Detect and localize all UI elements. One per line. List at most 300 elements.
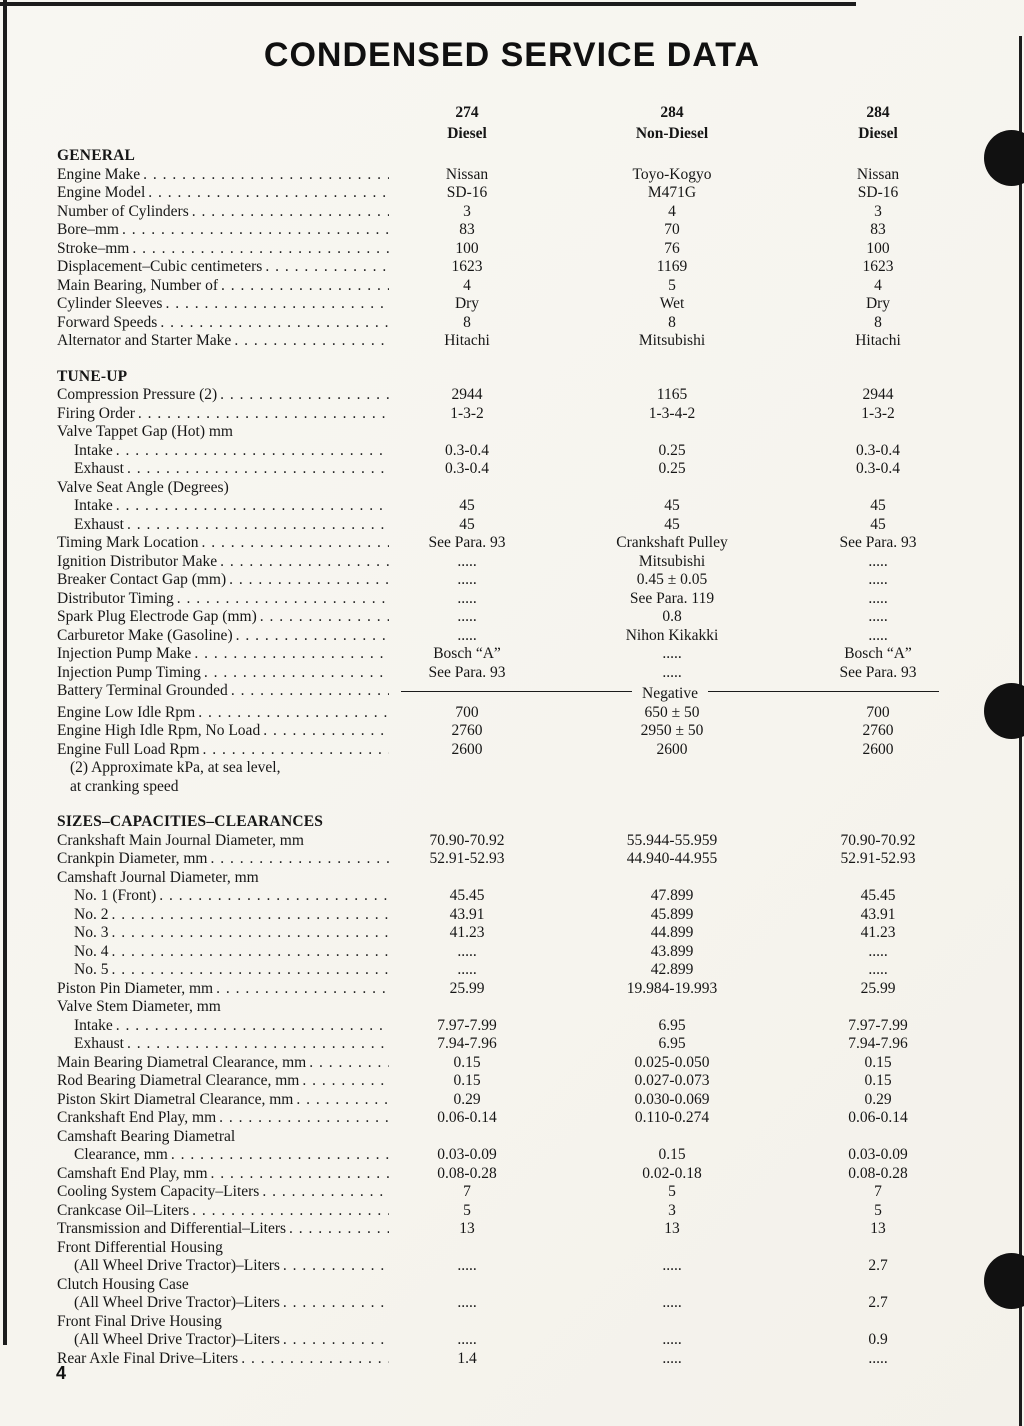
row-label: Injection Pump Make bbox=[57, 645, 192, 662]
table-row bbox=[57, 258, 994, 277]
cell-value: Bosch “A” bbox=[844, 645, 912, 662]
row-label: Camshaft Journal Diameter, mm bbox=[57, 868, 259, 886]
cell-value: 700 bbox=[455, 703, 479, 721]
dot-leader bbox=[165, 295, 389, 314]
cell-value: 0.3-0.4 bbox=[856, 460, 900, 477]
rule-line bbox=[708, 691, 939, 692]
cell-value: 1623 bbox=[862, 258, 894, 275]
row-label-cell bbox=[57, 645, 397, 664]
row-label-cell bbox=[57, 314, 397, 333]
table-row bbox=[57, 423, 994, 442]
table-row bbox=[57, 850, 994, 869]
row-label-cell bbox=[57, 627, 397, 646]
row-label-cell bbox=[57, 1350, 397, 1369]
cell-value: 3 bbox=[874, 202, 882, 220]
cell-value: 45 bbox=[459, 515, 475, 533]
table-row bbox=[57, 442, 994, 461]
dot-leader bbox=[138, 405, 389, 424]
cell-value: Bosch “A” bbox=[433, 645, 501, 662]
table-row bbox=[57, 943, 994, 962]
table-row bbox=[57, 1091, 994, 1110]
cell-value: 7.97-7.99 bbox=[848, 1016, 908, 1034]
dot-leader bbox=[283, 1294, 389, 1313]
cell-value: 7 bbox=[463, 1183, 471, 1201]
table-row bbox=[57, 608, 994, 627]
row-label: Exhaust bbox=[74, 460, 124, 477]
row-label: Displacement–Cubic centimeters bbox=[57, 258, 263, 275]
row-label: Main Bearing Diametral Clearance, mm bbox=[57, 1053, 307, 1071]
cell-value: 8 bbox=[668, 313, 676, 331]
cell-value: 45.45 bbox=[860, 887, 896, 905]
table-row bbox=[57, 741, 994, 760]
row-label-cell bbox=[57, 682, 397, 701]
cell-value: 0.3-0.4 bbox=[856, 441, 900, 459]
row-label: Valve Tappet Gap (Hot) mm bbox=[57, 423, 233, 440]
cell-value: 0.45 ± 0.05 bbox=[636, 571, 708, 588]
row-label-cell bbox=[57, 1220, 397, 1239]
row-label-cell bbox=[57, 1276, 397, 1295]
cell-value: Hitachi bbox=[855, 332, 901, 349]
page-number: 4 bbox=[56, 1363, 67, 1383]
table-row bbox=[57, 1257, 994, 1276]
cell-value: 47.899 bbox=[650, 887, 694, 905]
cell-value: ..... bbox=[662, 1294, 682, 1312]
column-fuel: Diesel bbox=[858, 124, 898, 142]
cell-value: 100 bbox=[866, 239, 890, 257]
dot-leader bbox=[122, 221, 389, 240]
cell-value: 8 bbox=[874, 313, 882, 331]
row-label: Firing Order bbox=[57, 404, 135, 422]
footnote-line: (2) Approximate kPa, at sea level, bbox=[70, 759, 281, 777]
service-data-table bbox=[0, 103, 1024, 1368]
table-row bbox=[57, 203, 994, 222]
cell-value: 0.110-0.274 bbox=[634, 1109, 710, 1127]
table-row bbox=[57, 627, 994, 646]
row-label: Cooling System Capacity–Liters bbox=[57, 1183, 260, 1201]
table-row bbox=[57, 405, 994, 424]
cell-value: Nissan bbox=[856, 165, 900, 183]
cell-value: 41.23 bbox=[860, 924, 896, 942]
cell-value: ..... bbox=[457, 608, 477, 625]
row-label-cell bbox=[57, 590, 397, 609]
table-row bbox=[57, 759, 994, 796]
cell-value: See Para. 93 bbox=[428, 663, 506, 681]
cell-value: 4 bbox=[874, 276, 882, 294]
row-label: No. 5 bbox=[74, 961, 109, 979]
row-label-cell bbox=[57, 887, 397, 906]
table-sections bbox=[57, 147, 994, 1368]
cell-value: 2600 bbox=[862, 740, 894, 758]
cell-value: 2.7 bbox=[868, 1294, 888, 1312]
column-model: 274 bbox=[455, 104, 479, 121]
column-header-274-diesel bbox=[397, 103, 537, 144]
cell-value: 1169 bbox=[656, 258, 688, 275]
cell-value: 0.15 bbox=[453, 1072, 481, 1090]
grounded-value bbox=[397, 685, 949, 704]
cell-value: 0.3-0.4 bbox=[445, 460, 489, 477]
cell-value: 2950 ± 50 bbox=[640, 722, 704, 740]
row-label-cell bbox=[57, 924, 397, 943]
table-row bbox=[57, 1202, 994, 1221]
cell-value: 0.08-0.28 bbox=[437, 1164, 497, 1182]
row-label: Crankshaft Main Journal Diameter, mm bbox=[57, 831, 304, 849]
row-label-cell bbox=[57, 869, 397, 888]
table-row bbox=[57, 1128, 994, 1147]
column-headers bbox=[57, 103, 994, 144]
row-label: Intake bbox=[74, 497, 113, 514]
row-label-cell bbox=[57, 534, 397, 553]
row-label-cell bbox=[57, 571, 397, 590]
row-label: Crankshaft End Play, mm bbox=[57, 1109, 217, 1127]
table-row bbox=[57, 1331, 994, 1350]
dot-leader bbox=[210, 850, 389, 869]
cell-value: 1-3-2 bbox=[450, 404, 484, 422]
row-label: Timing Mark Location bbox=[57, 534, 199, 551]
table-row bbox=[57, 832, 994, 851]
cell-value: ..... bbox=[457, 1294, 477, 1312]
cell-value: 7.94-7.96 bbox=[848, 1035, 908, 1053]
cell-value: 0.025-0.050 bbox=[634, 1053, 710, 1071]
dot-leader bbox=[234, 332, 389, 351]
cell-value: ..... bbox=[662, 645, 682, 662]
row-label-cell bbox=[57, 479, 397, 498]
row-label: No. 2 bbox=[74, 905, 109, 923]
cell-value: 0.02-0.18 bbox=[642, 1164, 702, 1182]
table-row bbox=[57, 1294, 994, 1313]
row-label: Main Bearing, Number of bbox=[57, 276, 218, 294]
dot-leader bbox=[192, 1202, 389, 1221]
row-label: Ignition Distributor Make bbox=[57, 552, 218, 570]
dot-leader bbox=[127, 1035, 389, 1054]
row-label: Exhaust bbox=[74, 515, 124, 533]
cell-value: See Para. 119 bbox=[629, 589, 715, 607]
cell-value: 0.08-0.28 bbox=[848, 1164, 908, 1182]
page-border-top bbox=[0, 2, 856, 6]
row-label-cell bbox=[57, 961, 397, 980]
cell-value: 55.944-55.959 bbox=[626, 831, 718, 849]
row-label-cell bbox=[57, 1072, 397, 1091]
row-label: Engine High Idle Rpm, No Load bbox=[57, 722, 261, 740]
cell-value: 19.984-19.993 bbox=[626, 979, 718, 997]
row-label: (All Wheel Drive Tractor)–Liters bbox=[74, 1257, 280, 1275]
cell-value: ..... bbox=[457, 626, 477, 644]
row-label: Intake bbox=[74, 1016, 113, 1034]
cell-value: 0.03-0.09 bbox=[437, 1146, 497, 1164]
cell-value: ..... bbox=[662, 663, 682, 681]
page-title: CONDENSED SERVICE DATA bbox=[263, 36, 761, 74]
section-heading: SIZES–CAPACITIES–CLEARANCES bbox=[57, 813, 324, 831]
dot-leader bbox=[111, 961, 389, 980]
cell-value: ..... bbox=[868, 571, 888, 588]
row-label: Number of Cylinders bbox=[57, 202, 189, 220]
table-row bbox=[57, 221, 994, 240]
cell-value: 0.3-0.4 bbox=[445, 441, 489, 459]
table-row bbox=[57, 479, 994, 498]
cell-value: Nissan bbox=[445, 165, 489, 183]
table-row bbox=[57, 497, 994, 516]
page-border-left bbox=[3, 0, 7, 1345]
cell-value: 0.15 bbox=[658, 1146, 686, 1164]
cell-value: 45.899 bbox=[650, 905, 694, 923]
cell-value: SD-16 bbox=[446, 184, 488, 201]
cell-value: 2760 bbox=[862, 722, 894, 740]
row-label-cell bbox=[57, 221, 397, 240]
dot-leader bbox=[171, 1146, 389, 1165]
dot-leader bbox=[220, 553, 389, 572]
cell-value: Dry bbox=[454, 295, 480, 312]
dot-leader bbox=[160, 314, 389, 333]
row-label: Engine Low Idle Rpm bbox=[57, 703, 196, 721]
cell-value: 52.91-52.93 bbox=[429, 850, 505, 868]
dot-leader bbox=[302, 1072, 389, 1091]
cell-value: 1165 bbox=[656, 386, 688, 403]
row-label: Breaker Contact Gap (mm) bbox=[57, 571, 227, 588]
row-label: Valve Seat Angle (Degrees) bbox=[57, 478, 229, 496]
cell-value: 0.15 bbox=[864, 1053, 892, 1071]
cell-value: 70.90-70.92 bbox=[429, 831, 505, 849]
table-row bbox=[57, 277, 994, 296]
row-label: Transmission and Differential–Liters bbox=[57, 1220, 287, 1238]
dot-leader bbox=[283, 1257, 389, 1276]
cell-value: 0.15 bbox=[453, 1053, 481, 1071]
table-row bbox=[57, 664, 994, 683]
table-row bbox=[57, 516, 994, 535]
cell-value: 0.06-0.14 bbox=[437, 1109, 497, 1127]
rule-line bbox=[401, 691, 632, 692]
dot-leader bbox=[159, 887, 389, 906]
row-label-cell bbox=[57, 722, 397, 741]
row-label: Compression Pressure (2) bbox=[57, 386, 218, 403]
cell-value: 76 bbox=[664, 239, 680, 257]
cell-value: ..... bbox=[457, 961, 477, 979]
dot-leader bbox=[116, 497, 389, 516]
row-label-cell bbox=[57, 664, 397, 683]
row-label-cell bbox=[57, 497, 397, 516]
cell-value: 5 bbox=[463, 1201, 471, 1219]
dot-leader bbox=[127, 516, 389, 535]
row-label-cell bbox=[57, 516, 397, 535]
cell-value: 25.99 bbox=[449, 979, 485, 997]
table-row bbox=[57, 645, 994, 664]
row-label: Crankcase Oil–Liters bbox=[57, 1201, 190, 1219]
cell-value: See Para. 93 bbox=[839, 663, 917, 681]
table-row bbox=[57, 553, 994, 572]
row-label-cell bbox=[57, 442, 397, 461]
dot-leader bbox=[260, 608, 389, 627]
table-row bbox=[57, 869, 994, 888]
cell-value: 0.030-0.069 bbox=[634, 1090, 710, 1108]
row-label: Front Differential Housing bbox=[57, 1238, 223, 1256]
cell-value: Negative bbox=[642, 685, 698, 703]
dot-leader bbox=[236, 627, 389, 646]
dot-leader bbox=[211, 1165, 389, 1184]
table-row bbox=[57, 980, 994, 999]
cell-value: 70.90-70.92 bbox=[840, 831, 916, 849]
table-row bbox=[57, 924, 994, 943]
cell-value: See Para. 93 bbox=[428, 534, 506, 551]
row-label: Piston Skirt Diametral Clearance, mm bbox=[57, 1090, 294, 1108]
row-label-cell bbox=[57, 1035, 397, 1054]
table-row bbox=[57, 1350, 994, 1369]
cell-value: 42.899 bbox=[650, 961, 694, 979]
row-label-cell bbox=[57, 1313, 397, 1332]
cell-value: 0.027-0.073 bbox=[634, 1072, 710, 1090]
dot-leader bbox=[116, 1017, 389, 1036]
table-row bbox=[57, 460, 994, 479]
row-label: Forward Speeds bbox=[57, 313, 158, 331]
section-heading: GENERAL bbox=[57, 147, 136, 164]
dot-leader bbox=[127, 460, 389, 479]
cell-value: 0.9 bbox=[868, 1331, 888, 1349]
table-row bbox=[57, 1109, 994, 1128]
row-label-cell bbox=[57, 850, 397, 869]
table-row bbox=[57, 1276, 994, 1295]
dot-leader bbox=[241, 1350, 389, 1369]
column-fuel: Non-Diesel bbox=[635, 124, 709, 142]
table-row bbox=[57, 1220, 994, 1239]
cell-value: 13 bbox=[664, 1220, 680, 1238]
row-label-cell bbox=[57, 1294, 397, 1313]
row-label-cell bbox=[57, 1054, 397, 1073]
cell-value: 6.95 bbox=[658, 1035, 686, 1053]
table-row bbox=[57, 240, 994, 259]
row-label-cell bbox=[57, 704, 397, 723]
row-label: Rear Axle Final Drive–Liters bbox=[57, 1349, 239, 1367]
cell-value: Crankshaft Pulley bbox=[616, 534, 728, 551]
cell-value: 1623 bbox=[451, 258, 483, 275]
cell-value: ..... bbox=[457, 552, 477, 570]
row-label-cell bbox=[57, 1146, 397, 1165]
cell-value: 44.940-44.955 bbox=[626, 850, 718, 868]
table-row bbox=[57, 704, 994, 723]
cell-value: 3 bbox=[463, 202, 471, 220]
cell-value: Nihon Kikakki bbox=[625, 626, 719, 644]
cell-value: 52.91-52.93 bbox=[840, 850, 916, 868]
dot-leader bbox=[177, 590, 389, 609]
row-label: Engine Model bbox=[57, 184, 146, 201]
cell-value: 0.03-0.09 bbox=[848, 1146, 908, 1164]
cell-value: 45 bbox=[664, 497, 680, 514]
cell-value: See Para. 93 bbox=[839, 534, 917, 551]
cell-value: 2.7 bbox=[868, 1257, 888, 1275]
cell-value: ..... bbox=[868, 589, 888, 607]
row-label: Alternator and Starter Make bbox=[57, 332, 232, 349]
table-section bbox=[57, 813, 994, 1368]
row-label-cell bbox=[57, 608, 397, 627]
table-section bbox=[57, 147, 994, 351]
cell-value: 650 ± 50 bbox=[644, 703, 700, 721]
dot-leader bbox=[111, 943, 389, 962]
row-label-cell bbox=[57, 1091, 397, 1110]
row-label-cell bbox=[57, 295, 397, 314]
dot-leader bbox=[263, 722, 389, 741]
dot-leader bbox=[296, 1091, 389, 1110]
cell-value: 1-3-2 bbox=[861, 404, 895, 422]
row-label-cell bbox=[57, 423, 397, 442]
cell-value: 13 bbox=[459, 1220, 475, 1238]
cell-value: 4 bbox=[668, 202, 676, 220]
row-label: Engine Full Load Rpm bbox=[57, 740, 200, 758]
column-fuel: Diesel bbox=[447, 124, 487, 142]
cell-value: Hitachi bbox=[444, 332, 490, 349]
cell-value: 13 bbox=[870, 1220, 886, 1238]
cell-value: Wet bbox=[659, 295, 685, 312]
footnote-line: at cranking speed bbox=[70, 777, 179, 795]
cell-value: Dry bbox=[865, 295, 891, 312]
cell-value: ..... bbox=[662, 1331, 682, 1349]
row-label: Clutch Housing Case bbox=[57, 1275, 189, 1293]
table-row bbox=[57, 1239, 994, 1258]
cell-value: 6.95 bbox=[658, 1016, 686, 1034]
cell-value: 1.4 bbox=[457, 1349, 477, 1367]
row-label: Rod Bearing Diametral Clearance, mm bbox=[57, 1072, 300, 1090]
row-label: (All Wheel Drive Tractor)–Liters bbox=[74, 1294, 280, 1312]
cell-value: ..... bbox=[662, 1257, 682, 1275]
cell-value: 83 bbox=[459, 221, 475, 238]
cell-value: 0.25 bbox=[658, 441, 686, 459]
table-row bbox=[57, 1183, 994, 1202]
row-label-cell bbox=[57, 906, 397, 925]
row-label-cell bbox=[57, 386, 397, 405]
row-label: Piston Pin Diameter, mm bbox=[57, 979, 214, 997]
table-row bbox=[57, 906, 994, 925]
cell-value: ..... bbox=[457, 571, 477, 588]
cell-value: ..... bbox=[457, 942, 477, 960]
cell-value: ..... bbox=[868, 942, 888, 960]
row-label-cell bbox=[57, 1165, 397, 1184]
row-label: Front Final Drive Housing bbox=[57, 1312, 222, 1330]
cell-value: ..... bbox=[662, 1349, 682, 1367]
cell-value: ..... bbox=[868, 552, 888, 570]
table-row bbox=[57, 1165, 994, 1184]
cell-value: 4 bbox=[463, 276, 471, 294]
cell-value: 5 bbox=[668, 276, 676, 294]
cell-value: 45.45 bbox=[449, 887, 485, 905]
section-heading: TUNE-UP bbox=[57, 367, 128, 385]
cell-value: 0.25 bbox=[658, 460, 686, 477]
row-label-cell bbox=[57, 332, 397, 351]
cell-value: 2600 bbox=[656, 740, 688, 758]
cell-value: 43.899 bbox=[650, 942, 694, 960]
cell-value: 5 bbox=[668, 1183, 676, 1201]
table-row bbox=[57, 386, 994, 405]
row-label-cell bbox=[57, 1331, 397, 1350]
cell-value: 45 bbox=[459, 497, 475, 514]
cell-value: 41.23 bbox=[449, 924, 485, 942]
cell-value: 0.29 bbox=[864, 1090, 892, 1108]
row-label: Exhaust bbox=[74, 1035, 124, 1053]
cell-value: 5 bbox=[874, 1201, 882, 1219]
cell-value: 0.29 bbox=[453, 1090, 481, 1108]
cell-value: SD-16 bbox=[857, 184, 899, 201]
table-row bbox=[57, 571, 994, 590]
table-row bbox=[57, 590, 994, 609]
cell-value: 7 bbox=[874, 1183, 882, 1201]
cell-value: ..... bbox=[457, 1257, 477, 1275]
table-row bbox=[57, 314, 994, 333]
cell-value: 2944 bbox=[862, 386, 894, 403]
cell-value: 1-3-4-2 bbox=[648, 404, 696, 422]
table-row bbox=[57, 1146, 994, 1165]
row-label-cell bbox=[57, 166, 397, 185]
dot-leader bbox=[198, 704, 389, 723]
row-label: Clearance, mm bbox=[74, 1146, 168, 1164]
cell-value: 45 bbox=[870, 515, 886, 533]
dot-leader bbox=[219, 1109, 389, 1128]
cell-value: 3 bbox=[668, 1201, 676, 1219]
row-label-cell bbox=[57, 980, 397, 999]
dot-leader bbox=[231, 682, 389, 701]
